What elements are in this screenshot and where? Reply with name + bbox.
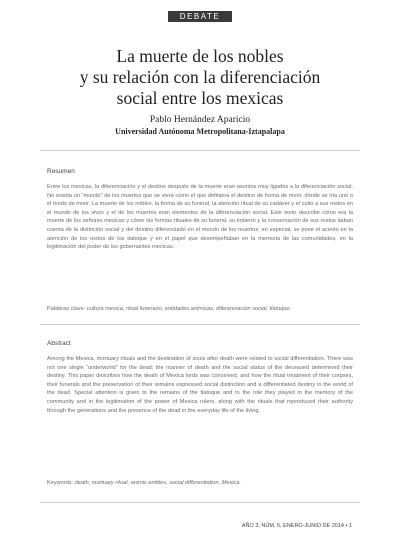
author-name: Pablo Hernández Aparicio <box>149 115 251 125</box>
title-line-2: y su relación con la diferenciación <box>79 67 321 87</box>
article-title <box>40 46 360 109</box>
section-tag: DEBATE <box>168 11 232 22</box>
divider-top <box>40 150 360 151</box>
abstract-heading: Abstract <box>47 340 71 347</box>
palabras-clave <box>47 305 353 313</box>
author-affiliation: Universidad Autónoma Metropolitana-Iztapalapa <box>115 127 285 136</box>
page-footer: AÑO 3, NÚM. 6, ENERO-JUNIO DE 2014 • 1 <box>241 523 352 529</box>
keywords-label: Keywords: <box>47 480 74 486</box>
resumen-text: Entre los mexicas, la diferenciación y el destino después de la muerte eran asuntos muy ligados a la diferenciación social. No existía un “mundo” de los muertos que se viera como el que definiera el destino de forma de morir, dónde se iría uno o el modo de morir. La muerte de los nobles, la forma de su funeral, la atención ritual de su cadáver y el culto a sus restos en el mundo de los vivos y el de los muertos eran elementos de la diferenciación social. Este texto describe cómo era la muerte de los señores mexicas y cómo las formas rituales de su funeral, su entierro y la conservación de sus restos daban cuenta de la distinción social y del destino diferenciado en el mundo de los muertos; en especial, se pone el acento en la atención de los restos de los tlatoque y en el papel que desempeñaban en la memoria de las comunidades, en la legitimación del poder de los gobernantes mexicas. <box>47 184 353 251</box>
resumen-body <box>47 183 353 269</box>
palabras-clave-label: Palabras clave: <box>47 306 86 312</box>
divider-middle <box>40 324 360 325</box>
abstract-text: Among the Mexica, mortuary rituals and the destination of souls after death were related to social differentiation. There was not one single “underworld” for the dead; the manner of death and the social status of the deceased determined their destiny. This paper describes how the death of Mexica lords was conceived, and how the ritual treatment of their corpses, their funerals and the preservation of their remains expressed social distinction and a differentiated destiny in the world of the dead. Special attention is given to the remains of the tlatoque and to the role they played in the memory of the community and in the legitimation of the power of Mexica rulers, along with the rituals that reproduced their authority through the generations and the presence of the dead in the everyday life of the living. <box>47 356 353 414</box>
title-line-1: La muerte de los nobles <box>116 46 284 66</box>
keywords <box>47 479 353 487</box>
title-line-3: social entre los mexicas <box>116 88 284 108</box>
resumen-heading: Resumen <box>47 168 75 175</box>
divider-bottom <box>40 502 360 503</box>
keywords-text: death, mortuary ritual, animic entities, social differentiation, Mexica. <box>73 480 242 486</box>
abstract-body <box>47 355 353 467</box>
palabras-clave-text: cultura mexica, ritual funerario, entidades anímicas, diferenciación social, tlatoque. <box>85 306 292 312</box>
